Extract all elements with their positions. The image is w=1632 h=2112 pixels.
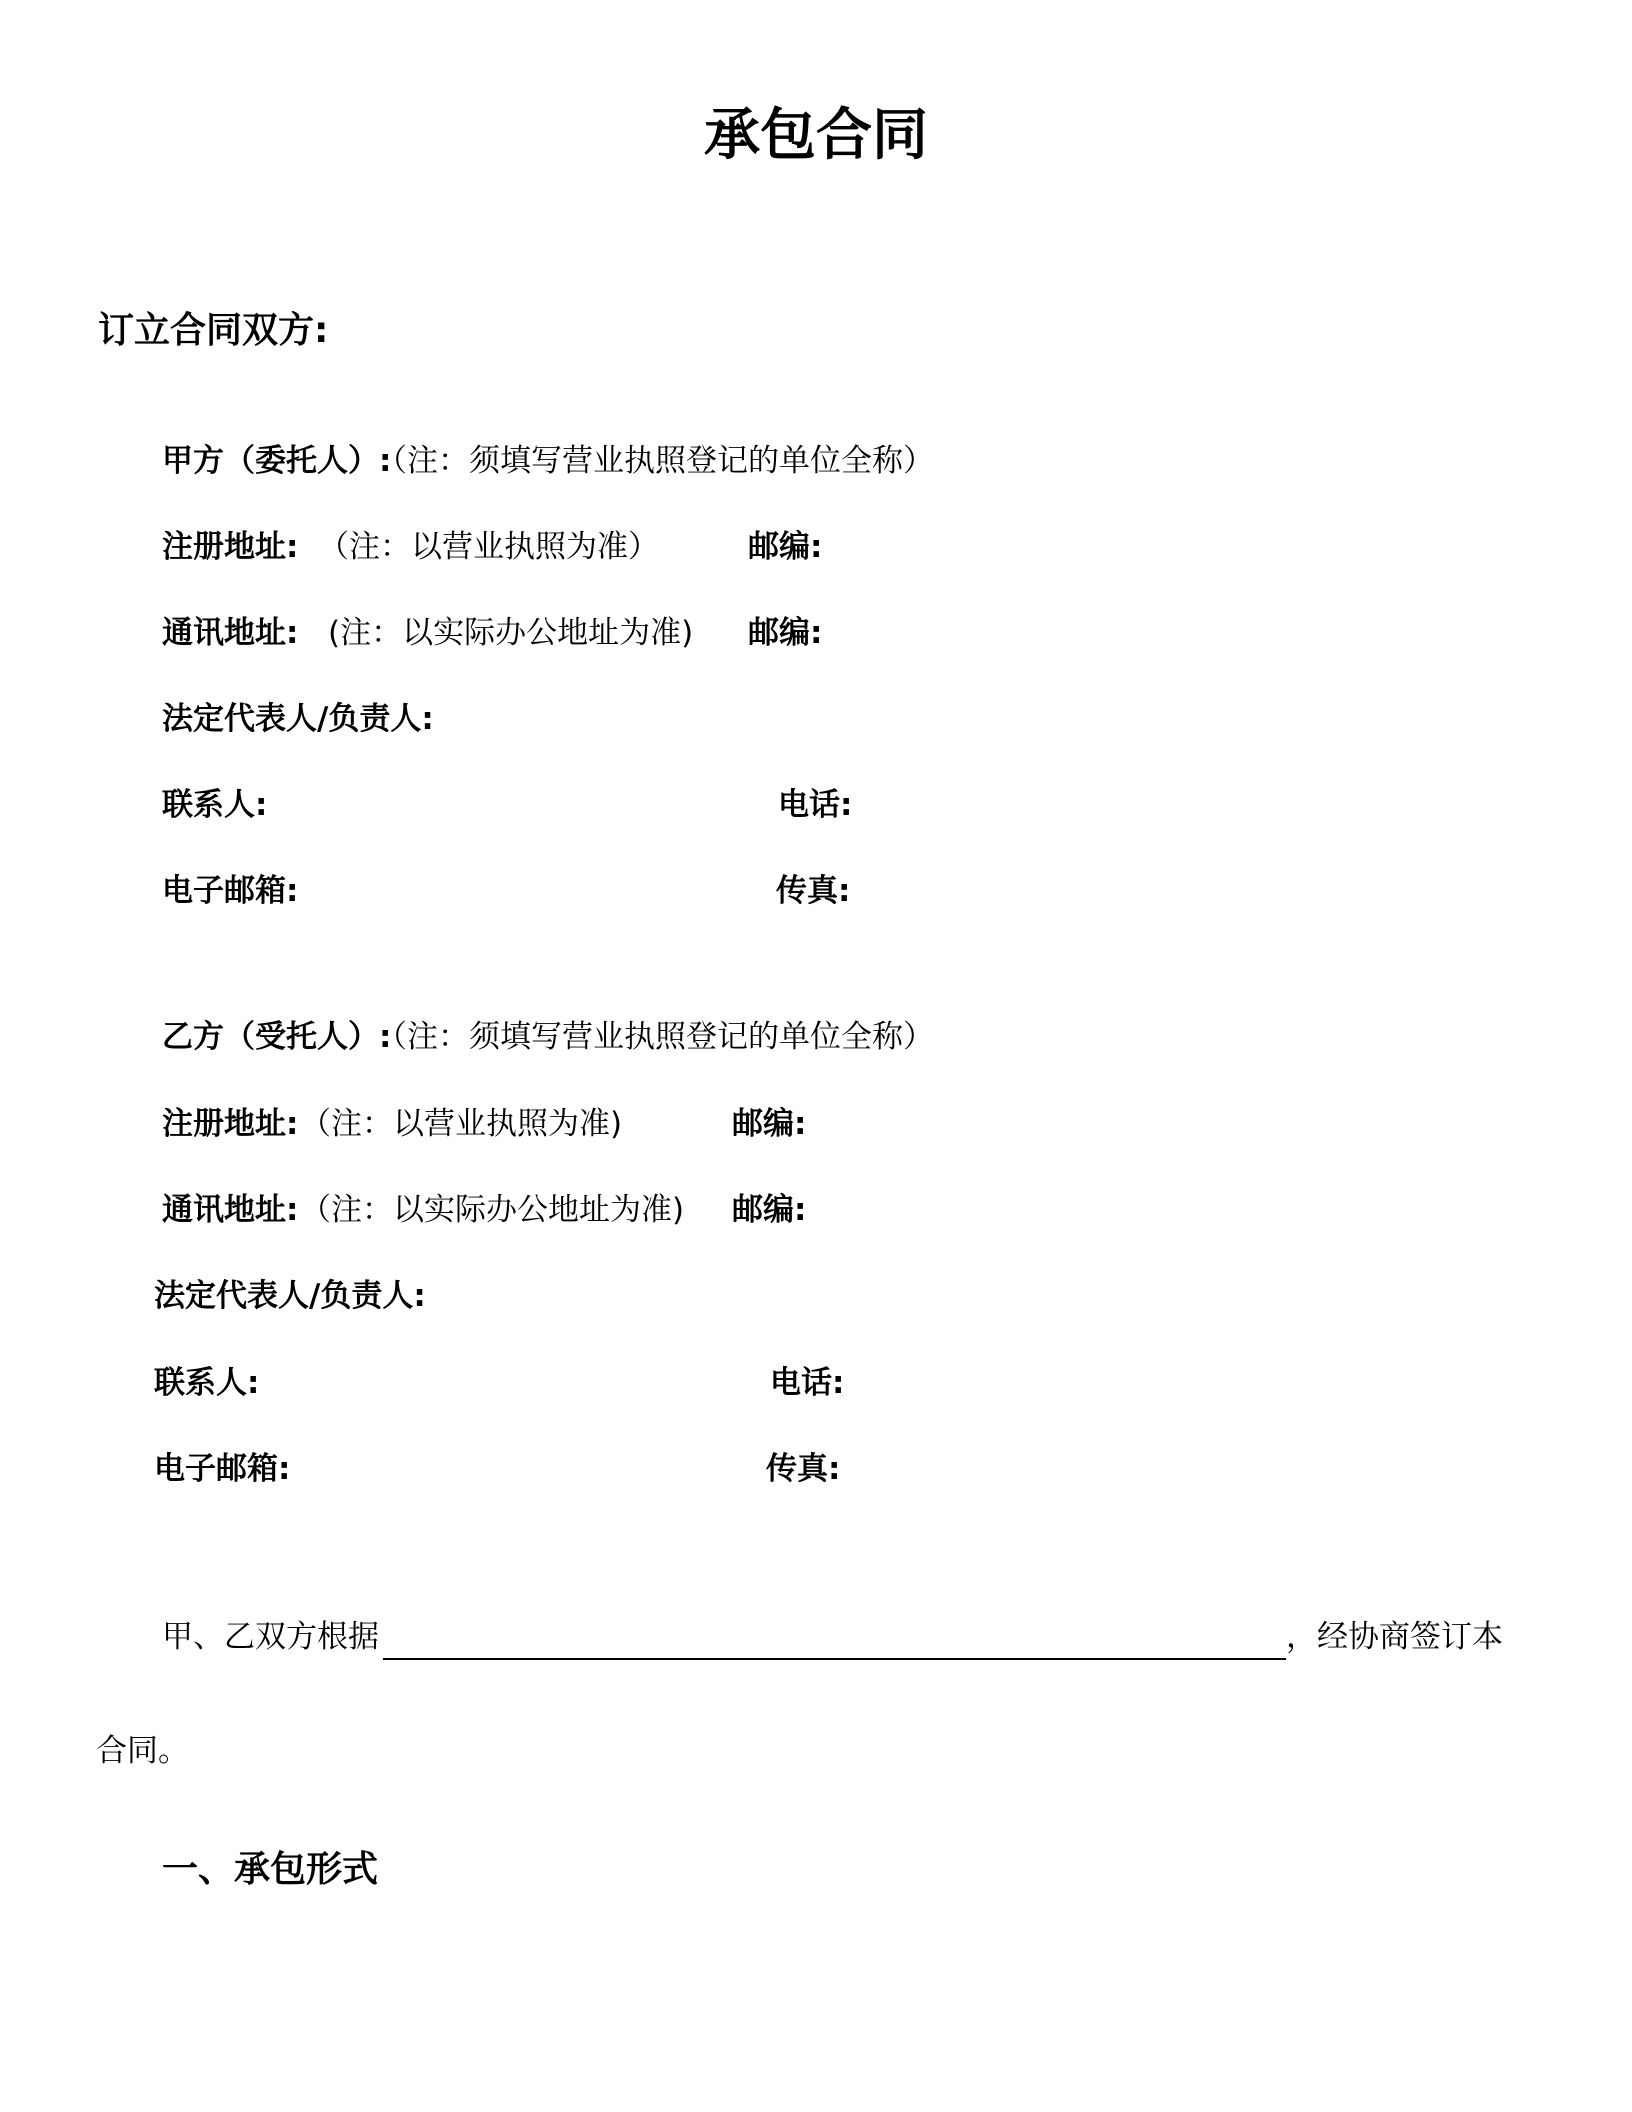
party-a-reg-zip-label: 邮编:: [748, 529, 823, 565]
basis-blank-line[interactable]: [383, 1658, 1286, 1660]
party-a-name-label: 甲方（委托人）:: [162, 443, 392, 479]
party-a-reg-addr-note: （注：以营业执照为准）: [318, 529, 659, 565]
party-b-phone-label: 电话:: [770, 1365, 845, 1401]
party-a-phone-label: 电话:: [778, 787, 853, 823]
basis-prefix: 甲、乙双方根据: [162, 1619, 379, 1655]
party-b-contact-label: 联系人:: [154, 1365, 260, 1401]
party-b-reg-addr-label: 注册地址:: [162, 1106, 299, 1142]
party-b-name-label: 乙方（受托人）:: [162, 1019, 392, 1055]
party-b-mail-addr-note: （注：以实际办公地址为准): [300, 1192, 685, 1228]
party-a-email-label: 电子邮箱:: [162, 873, 299, 909]
party-b-reg-zip-label: 邮编:: [732, 1106, 807, 1142]
party-a-mail-addr-note: (注：以实际办公地址为准): [328, 615, 694, 651]
party-a-mail-addr-label: 通讯地址:: [162, 615, 299, 651]
party-a-contact-label: 联系人:: [162, 787, 268, 823]
party-b-email-label: 电子邮箱:: [154, 1451, 291, 1487]
party-a-reg-addr-label: 注册地址:: [162, 529, 299, 565]
section-1-heading: 一、承包形式: [162, 1849, 379, 1890]
party-a-name-note: （注：须填写营业执照登记的单位全称）: [376, 443, 934, 479]
party-a-legal-rep-label: 法定代表人/负责人:: [162, 701, 434, 737]
party-b-name-note: （注：须填写营业执照登记的单位全称）: [376, 1019, 934, 1055]
party-b-mail-addr-label: 通讯地址:: [162, 1192, 299, 1228]
party-a-fax-label: 传真:: [776, 873, 851, 909]
party-b-mail-zip-label: 邮编:: [732, 1192, 807, 1228]
basis-end: 合同。: [96, 1733, 189, 1769]
party-a-mail-zip-label: 邮编:: [748, 615, 823, 651]
party-b-reg-addr-note: （注：以营业执照为准): [300, 1106, 623, 1142]
party-b-legal-rep-label: 法定代表人/负责人:: [154, 1278, 426, 1314]
basis-suffix: ，经协商签订本: [1286, 1619, 1503, 1655]
party-b-fax-label: 传真:: [766, 1451, 841, 1487]
document-title: 承包合同: [704, 103, 928, 168]
parties-heading: 订立合同双方:: [98, 310, 329, 351]
